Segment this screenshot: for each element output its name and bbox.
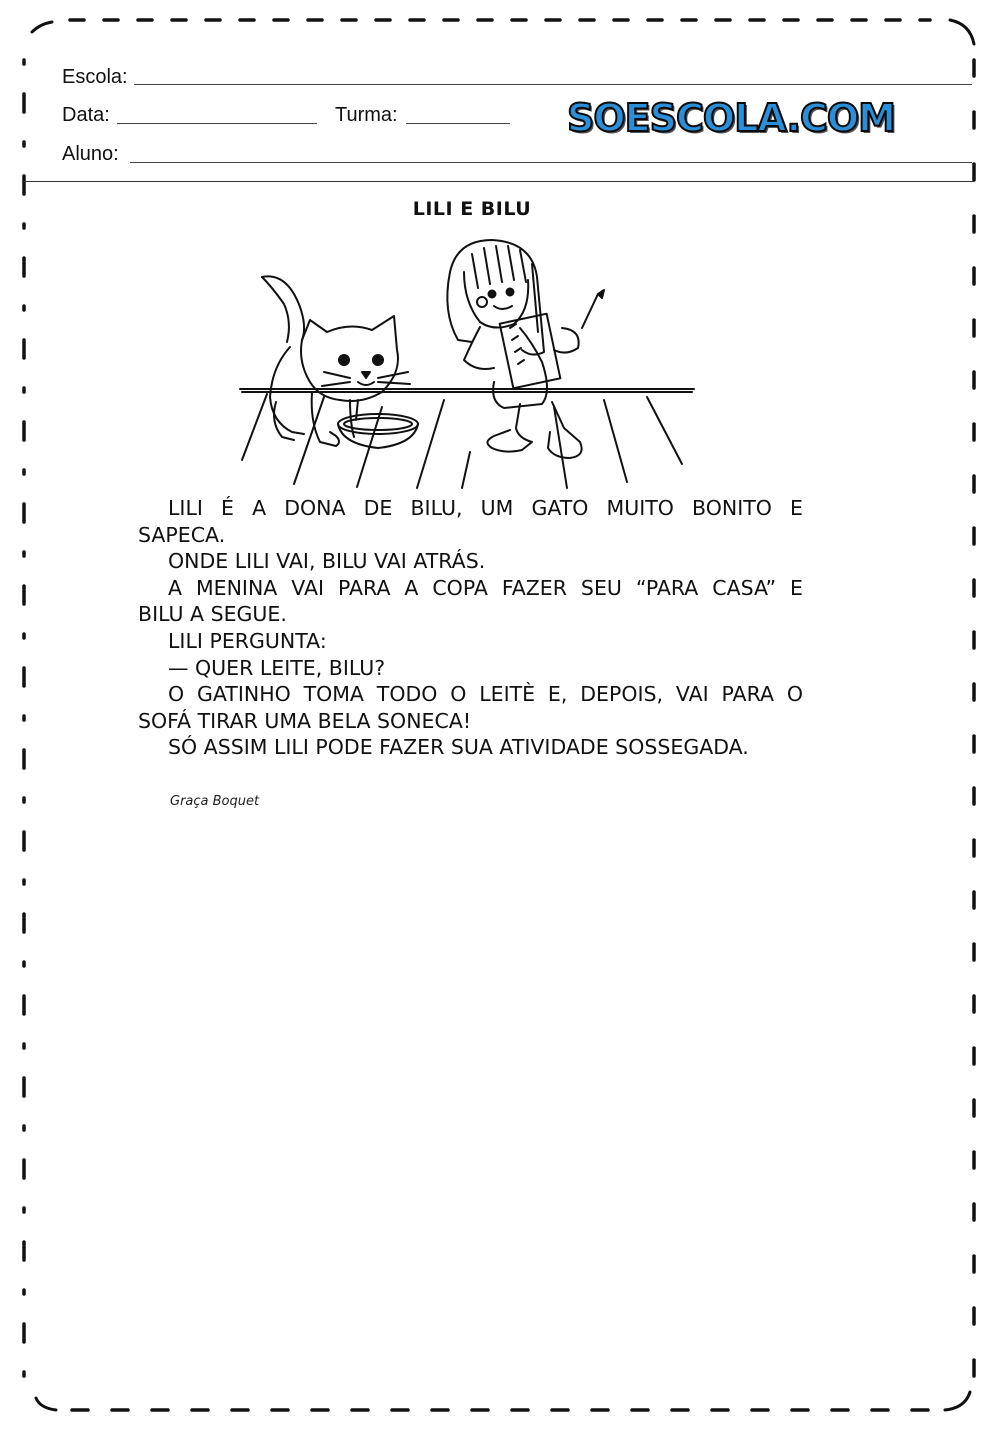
class-label: Turma: — [335, 104, 398, 126]
story-author: Graça Boquet — [170, 794, 260, 809]
class-field-line[interactable] — [406, 123, 510, 124]
story-line-8: O GATINHO TOMA TODO O LEITÈ E, DEPOIS, VAI PARA O — [168, 682, 803, 707]
story-text — [138, 495, 803, 761]
story-line-2: SAPECA. — [138, 522, 226, 547]
story-line-6: LILI PERGUNTA: — [168, 628, 327, 653]
date-label: Data: — [62, 104, 110, 126]
school-field-line[interactable] — [134, 84, 972, 85]
girl-with-notebook-icon — [447, 240, 604, 458]
brand-logo: SOESCOLA.COM — [567, 96, 895, 140]
story-title: LILI E BILU — [412, 198, 532, 220]
student-label: Aluno: — [62, 143, 119, 165]
header-divider — [22, 181, 974, 182]
story-line-1: LILI É A DONA DE BILU, UM GATO MUITO BONITO E — [168, 496, 803, 520]
wooden-floor-icon — [240, 389, 694, 488]
date-field-line[interactable] — [117, 123, 317, 124]
story-line-10: SÓ ASSIM LILI PODE FAZER SUA ATIVIDADE SOSSEGADA. — [168, 735, 749, 760]
story-line-7: — QUER LEITE, BILU? — [168, 655, 386, 680]
student-field-line[interactable] — [130, 162, 972, 163]
story-line-9: SOFÁ TIRAR UMA BELA SONECA! — [138, 708, 472, 733]
story-illustration — [232, 232, 702, 490]
story-line-4: A MENINA VAI PARA A COPA FAZER SEU “PARA CASA” E — [168, 575, 803, 600]
story-line-3: ONDE LILI VAI, BILU VAI ATRÁS. — [168, 549, 486, 574]
cat-icon — [262, 276, 410, 446]
school-label: Escola: — [62, 66, 128, 88]
story-line-5: BILU A SEGUE. — [138, 602, 287, 627]
